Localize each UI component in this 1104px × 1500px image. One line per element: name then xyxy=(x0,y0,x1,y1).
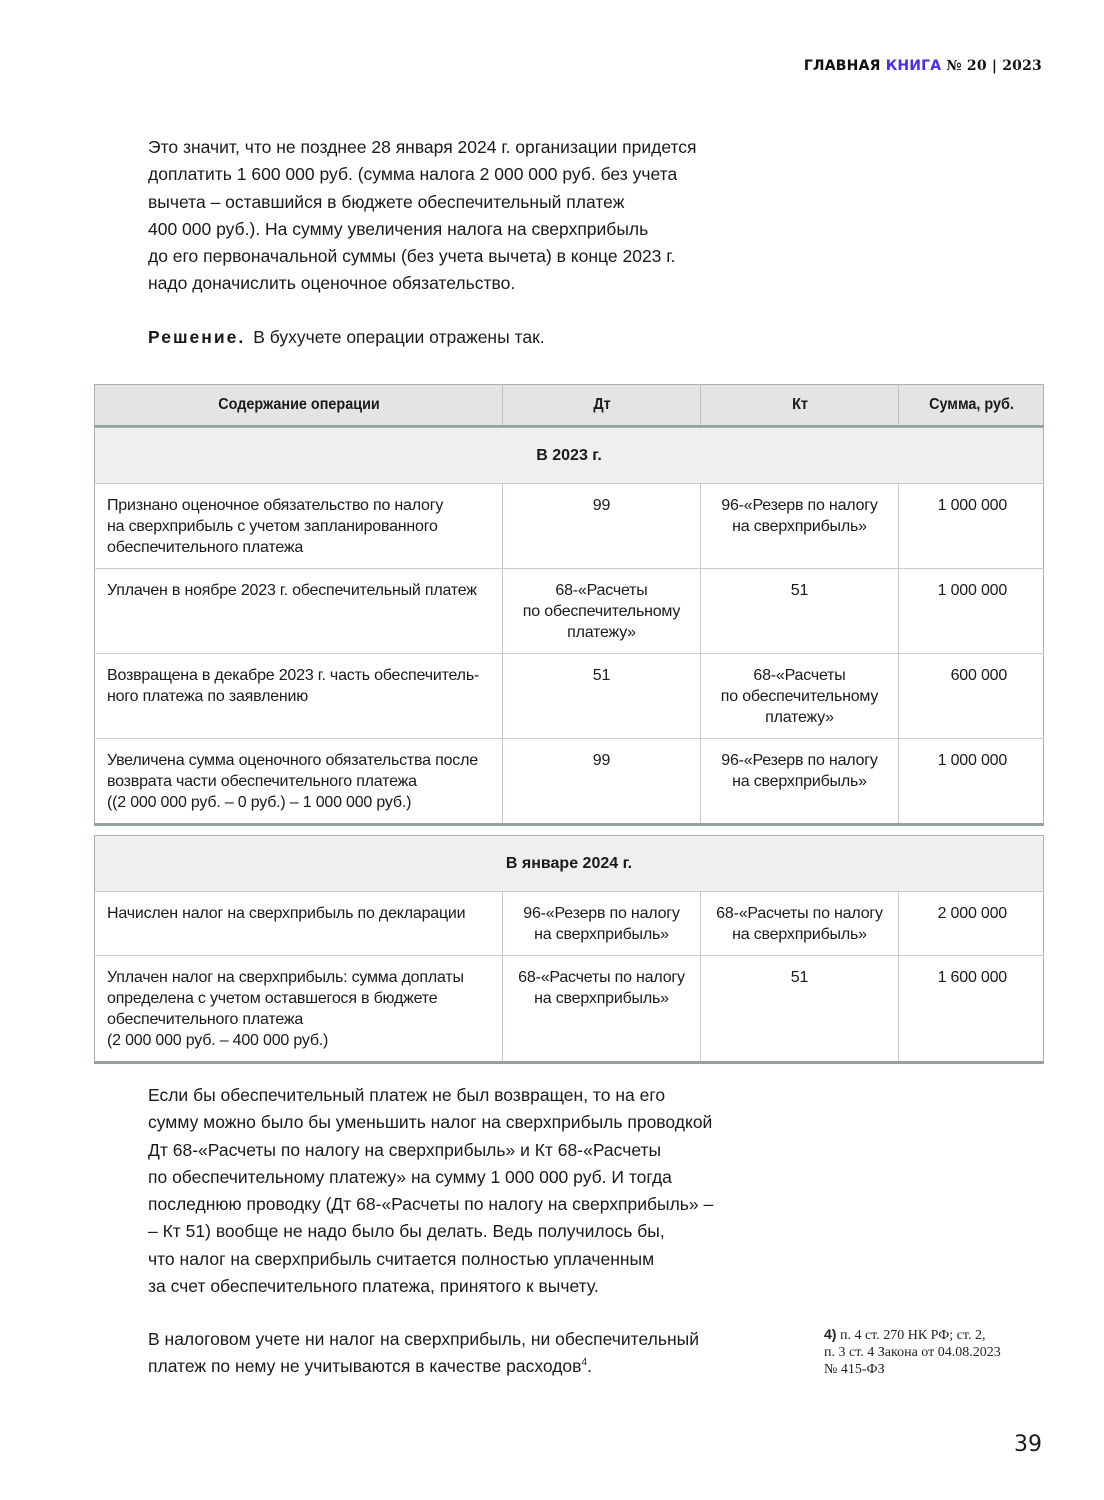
solution-label: Решение. xyxy=(148,327,246,347)
footnote-text: № 415-ФЗ xyxy=(824,1362,885,1377)
amount-cell: 1 000 000 xyxy=(899,739,1044,825)
debit-cell: 99 xyxy=(503,484,701,569)
table-row xyxy=(95,569,1044,654)
footnote-number: 4) xyxy=(824,1326,837,1342)
text-line: В налоговом учете ни налог на сверхприбыль, ни обеспечительный xyxy=(148,1329,699,1349)
explanation-paragraph xyxy=(148,1082,788,1300)
debit-cell: 68-«Расчеты по налогу на сверхприбыль» xyxy=(503,956,701,1063)
column-header-operation: Содержание операции xyxy=(217,396,380,413)
amount-cell: 1 000 000 xyxy=(899,569,1044,654)
debit-cell: 51 xyxy=(503,654,701,739)
text-line: надо доначислить оценочное обязательство. xyxy=(148,273,516,294)
operation-cell: Признано оценочное обязательство по налогу на сверхприбыль с учетом запланированного обеспечительного платежа xyxy=(95,484,503,569)
operation-cell: Начислен налог на сверхприбыль по декларации xyxy=(95,892,503,956)
amount-cell: 1 000 000 xyxy=(899,484,1044,569)
text-line: что налог на сверхприбыль считается полностью уплаченным xyxy=(148,1248,655,1269)
brand-name-part1: ГЛАВНАЯ xyxy=(803,58,881,74)
debit-cell: 68-«Расчеты по обеспечительному платежу» xyxy=(503,569,701,654)
text-line: сумму можно было бы уменьшить налог на сверхприбыль проводкой xyxy=(148,1112,713,1133)
debit-cell: 99 xyxy=(503,739,701,825)
solution-heading xyxy=(148,324,788,351)
footnote-text: п. 3 ст. 4 Закона от 04.08.2023 xyxy=(824,1345,1001,1360)
amount-cell: 2 000 000 xyxy=(899,892,1044,956)
footnote-reference[interactable]: 4 xyxy=(581,1357,588,1369)
issue-number: № 20 | 2023 xyxy=(946,58,1042,74)
table-row xyxy=(95,484,1044,569)
table-row xyxy=(95,892,1044,956)
text-line: до его первоначальной суммы (без учета вычета) в конце 2023 г. xyxy=(148,246,676,267)
section-title: В 2023 г. xyxy=(95,428,1044,484)
text-line: по обеспечительному платежу» на сумму 1 000 000 руб. И тогда xyxy=(148,1166,672,1187)
debit-cell: 96-«Резерв по налогу на сверхприбыль» xyxy=(503,892,701,956)
text-line: за счет обеспечительного платежа, принятого к вычету. xyxy=(148,1276,599,1297)
credit-cell: 51 xyxy=(701,956,899,1063)
credit-cell: 51 xyxy=(701,569,899,654)
footnote-text: п. 4 ст. 270 НК РФ; ст. 2, xyxy=(839,1328,986,1343)
column-header-debit: Дт xyxy=(512,385,690,427)
text-line: вычета – оставшийся в бюджете обеспечительный платеж xyxy=(148,191,625,212)
text-line: 400 000 руб.). На сумму увеличения налога на сверхприбыль xyxy=(148,218,649,239)
table-row xyxy=(95,956,1044,1063)
table-section-2023 xyxy=(94,427,1043,826)
credit-cell: 68-«Расчеты по обеспечительному платежу» xyxy=(701,654,899,739)
text-line: Дт 68-«Расчеты по налогу на сверхприбыль» и Кт 68-«Расчеты xyxy=(148,1139,662,1160)
operation-cell: Увеличена сумма оценочного обязательства после возврата части обеспечительного платежа ((2 000 000 руб. – 0 руб.) – 1 000 000 руб.) xyxy=(95,739,503,825)
intro-paragraph xyxy=(148,134,788,298)
column-header-credit: Кт xyxy=(710,385,888,427)
table-section-2024 xyxy=(94,835,1043,1064)
brand-name-part2: КНИГА xyxy=(885,58,942,74)
amount-cell: 1 600 000 xyxy=(899,956,1044,1063)
section-title: В январе 2024 г. xyxy=(95,836,1044,892)
column-header-amount: Сумма, руб. xyxy=(906,385,1037,427)
text-line: последнюю проводку (Дт 68-«Расчеты по налогу на сверхприбыль» – xyxy=(148,1194,714,1215)
amount-cell: 600 000 xyxy=(899,654,1044,739)
solution-text: В бухучете операции отражены так. xyxy=(253,327,545,347)
credit-cell: 96-«Резерв по налогу на сверхприбыль» xyxy=(701,739,899,825)
magazine-header xyxy=(804,58,1042,74)
accounting-table-header xyxy=(94,384,1043,428)
page-number: 39 xyxy=(1014,1432,1042,1457)
table-row xyxy=(95,654,1044,739)
operation-cell: Уплачен налог на сверхприбыль: сумма доплаты определена с учетом оставшегося в бюджете обеспечительного платежа (2 000 000 руб. – 400 000 руб.) xyxy=(95,956,503,1063)
table-row xyxy=(95,739,1044,825)
credit-cell: 68-«Расчеты по налогу на сверхприбыль» xyxy=(701,892,899,956)
operation-cell: Уплачен в ноябре 2023 г. обеспечительный платеж xyxy=(95,569,503,654)
text-line: доплатить 1 600 000 руб. (сумма налога 2 000 000 руб. без учета xyxy=(148,164,678,185)
text-line: Если бы обеспечительный платеж не был возвращен, то на его xyxy=(148,1085,666,1105)
operation-cell: Возвращена в декабре 2023 г. часть обеспечитель- ного платежа по заявлению xyxy=(95,654,503,739)
text-line: Это значит, что не позднее 28 января 2024 г. организации придется xyxy=(148,137,697,157)
credit-cell: 96-«Резерв по налогу на сверхприбыль» xyxy=(701,484,899,569)
text-line: – Кт 51) вообще не надо было бы делать. Ведь получилось бы, xyxy=(148,1221,665,1242)
footnote xyxy=(824,1326,1054,1378)
text-line: платеж по нему не учитываются в качестве расходов$^4$. xyxy=(148,1356,592,1377)
tax-accounting-paragraph xyxy=(148,1326,788,1381)
